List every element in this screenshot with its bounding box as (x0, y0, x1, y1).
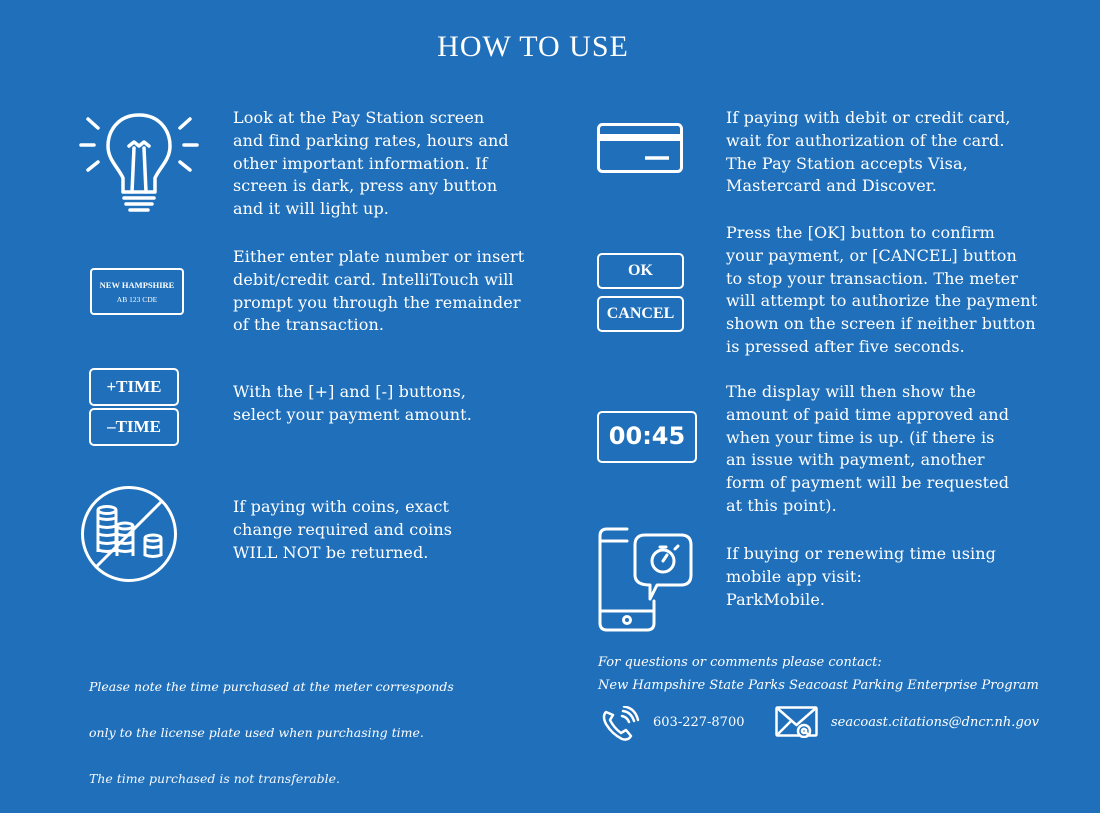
email-icon (775, 706, 821, 738)
timer-display-icon: 00:45 (597, 411, 697, 463)
plate-state: NEW HAMPSHIRE (99, 280, 175, 290)
note-line-3: The time purchased is not transferable. (89, 771, 341, 786)
ok-button-icon: OK (597, 253, 684, 289)
step-mobile-app: If buying or renewing time using mobile app visit: ParkMobile. (726, 544, 997, 609)
contact-email[interactable]: seacoast.citations@dncr.nh.gov (831, 715, 1039, 730)
note-line-1: Please note the time purchased at the meter corresponds (89, 679, 454, 694)
step-enter-plate: Either enter plate number or insert debit/credit card. IntelliTouch will prompt you through the remainder of the transaction. (233, 247, 525, 335)
contact-phone[interactable]: 603-227-8700 (653, 715, 745, 730)
cancel-button-icon: CANCEL (597, 296, 684, 332)
phone-icon (600, 706, 640, 742)
plate-number: AB 123 CDE (116, 295, 158, 304)
page-title: HOW TO USE (437, 30, 629, 63)
contact-program: New Hampshire State Parks Seacoast Parking Enterprise Program (598, 678, 1039, 693)
note-line-2: only to the license plate used when purchasing time. (89, 725, 424, 740)
step-ok-cancel: Press the [OK] button to confirm your payment, or [CANCEL] button to stop your transaction. The meter will attempt to authorize the payment shown on the screen if neither button is pressed after five seconds. (726, 223, 1038, 356)
lightbulb-icon (78, 112, 200, 216)
no-coins-icon (79, 484, 179, 584)
plus-time-button-icon: +TIME (89, 368, 179, 406)
credit-card-icon (597, 123, 683, 173)
step-card-authorization: If paying with debit or credit card, wait for authorization of the card. The Pay Station accepts Visa, Mastercard and Discover. (726, 108, 1011, 196)
step-select-amount: With the [+] and [-] buttons, select your payment amount. (233, 382, 472, 424)
transfer-note (89, 652, 454, 813)
mobile-app-icon (597, 527, 695, 633)
step-display-time: The display will then show the amount of paid time approved and when your time is up. (if there is an issue with payment, another form of payment will be requested at this point). (726, 382, 1010, 515)
step-pay-station-screen: Look at the Pay Station screen and find parking rates, hours and other important information. If screen is dark, press any button and it will light up. (233, 108, 509, 219)
step-coins: If paying with coins, exact change required and coins WILL NOT be returned. (233, 497, 453, 562)
contact-heading: For questions or comments please contact: (598, 655, 882, 670)
minus-time-button-icon: –TIME (89, 408, 179, 446)
license-plate-icon (90, 268, 184, 315)
